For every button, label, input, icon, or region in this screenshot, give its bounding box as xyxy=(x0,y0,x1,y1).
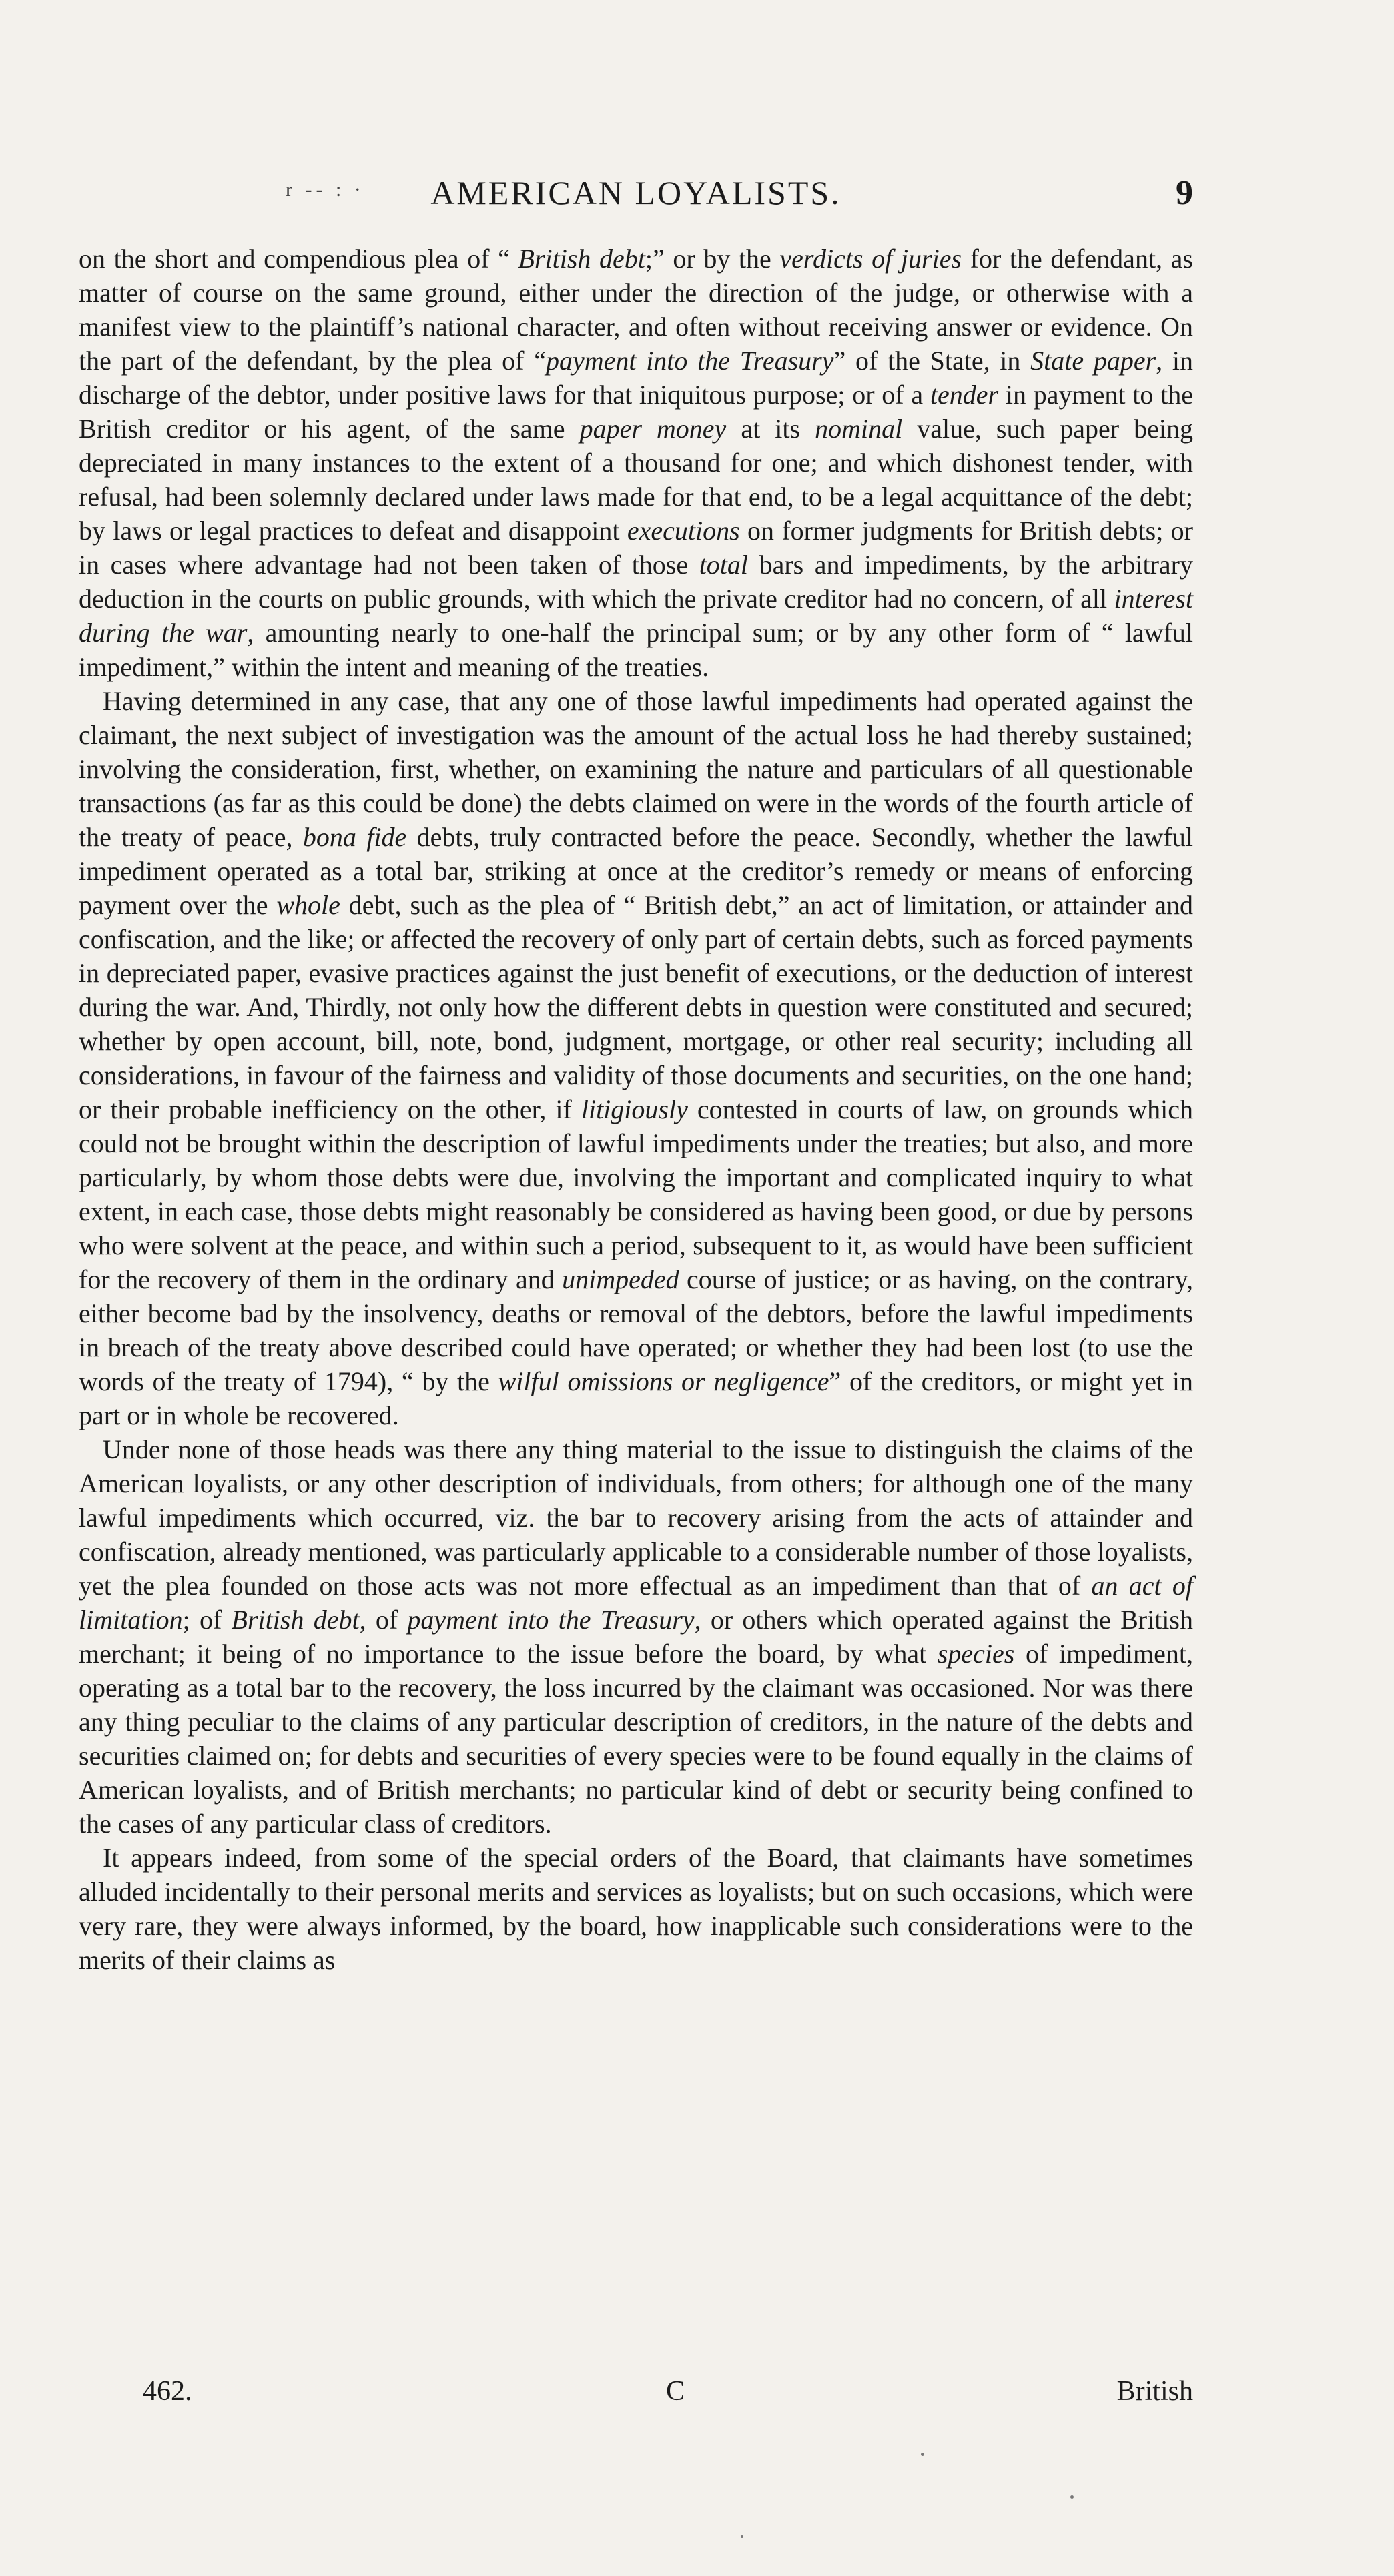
italic-run: litigiously xyxy=(581,1094,688,1124)
italic-run: interest during the war xyxy=(79,584,1193,648)
text-run: of impediment, operating as a total bar to the recovery, the loss incurred by the claimant was occasioned. Nor was there any thing peculiar to the claims of any particular description of creditors, in the nature of the debts and securities claimed on; for debts and securities of every species were to be found equally in the claims of American loyalists, and of British merchants; no particular kind of debt or security being confined to the cases of any particular class of creditors. xyxy=(79,1639,1193,1839)
text-run: Under none of those heads was there any thing material to the issue to distinguish the claims of the American loyalists, or any other description of individuals, from others; for although one of the many lawful impediments which occurred, viz. the bar to recovery arising from the acts of attainder and confiscation, already mentioned, was particularly applicable to a considerable number of those loyalists, yet the plea founded on those acts was not more effectual as an impediment than that of xyxy=(79,1434,1193,1601)
italic-run: an act of limitation xyxy=(79,1571,1193,1635)
italic-run: verdicts of juries xyxy=(779,244,962,274)
text-run: at its xyxy=(726,414,815,444)
paper-speck xyxy=(921,2453,924,2456)
italic-run: paper money xyxy=(579,414,727,444)
body-text xyxy=(79,242,1193,1977)
italic-run: bona fide xyxy=(302,822,407,852)
running-title: AMERICAN LOYALISTS. xyxy=(430,174,841,211)
paragraph xyxy=(79,242,1193,684)
catchword: British xyxy=(1116,2376,1193,2407)
paper-speck xyxy=(741,2535,743,2538)
text-run: , in discharge of the debtor, under positive laws for that iniquitous purpose; or of a xyxy=(79,346,1193,410)
text-run: value, such paper being depreciated in many instances to the extent of a thousand for one; and which dishonest tender, with refusal, had been solemnly declared under laws made for that end, to be a legal acquittance of the debt; by laws or legal practices to defeat and disappoint xyxy=(79,414,1193,546)
text-run: for the defendant, as matter of course on the same ground, either under the direction of the judge, or otherwise with a manifest view to the plaintiff’s national character, and often without receiving answer or evidence. On the part of the defendant, by the plea of “ xyxy=(79,244,1193,376)
italic-run: wilful omissions or negligence xyxy=(498,1366,829,1396)
text-run: ” of the State, in xyxy=(833,346,1031,376)
italic-run: executions xyxy=(627,516,740,546)
text-run: ; of xyxy=(182,1605,232,1635)
italic-run: nominal xyxy=(815,414,903,444)
page-number: 9 xyxy=(1176,174,1193,212)
paragraph xyxy=(79,1432,1193,1841)
italic-run: British debt xyxy=(518,244,645,274)
text-run: , of xyxy=(359,1605,408,1635)
italic-run: British debt xyxy=(231,1605,360,1635)
italic-run: tender xyxy=(930,380,999,410)
page-footer xyxy=(79,2375,1193,2413)
text-run: debts, truly contracted before the peace. Secondly, whether the lawful impediment operated as a total bar, striking at once at the creditor’s remedy or means of enforcing payment over the xyxy=(79,822,1194,920)
text-run: on the short and compendious plea of “ xyxy=(79,244,518,274)
paragraph xyxy=(79,684,1193,1432)
text-run: bars and impediments, by the arbitrary deduction in the courts on public grounds, with which the private creditor had no concern, of all xyxy=(79,550,1193,614)
text-run: debt, such as the plea of “ British debt,” an act of limitation, or attainder and confiscation, and the like; or affected the recovery of only part of certain debts, such as forced payments in depreciated paper, evasive practices against the just benefit of executions, or the deduction of interest during the war. And, Thirdly, not only how the different debts in question were constituted and secured; whether by open account, bill, note, bond, judgment, mortgage, or other real security; including all considerations, in favour of the fairness and validity of those documents and securities, on the one hand; or their probable inefficiency on the other, if xyxy=(79,890,1193,1124)
signature-mark: C xyxy=(666,2376,685,2407)
text-run: ;” or by the xyxy=(645,244,780,274)
running-header xyxy=(79,173,1193,220)
italic-run: whole xyxy=(276,890,340,920)
paper-speck xyxy=(1070,2495,1074,2499)
header-marks: r -- : · xyxy=(286,179,365,201)
text-run: It appears indeed, from some of the special orders of the Board, that claimants have sometimes alluded incidentally to their personal merits and services as loyalists; but on such occasions, which were very rare, they were always informed, by the board, how inapplicable such considerations were to the merits of their claims as xyxy=(79,1843,1193,1975)
italic-run: unimpeded xyxy=(562,1264,679,1294)
italic-run: payment into the Treasury xyxy=(407,1605,695,1635)
folio-number: 462. xyxy=(143,2376,192,2407)
text-run: contested in courts of law, on grounds which could not be brought within the description of lawful impediments under the treaties; but also, and more particularly, by whom those debts were due, involving the important and complicated inquiry to what extent, in each case, those debts might reasonably be considered as having been good, or due by persons who were solvent at the peace, and within such a period, subsequent to it, as would have been sufficient for the recovery of them in the ordinary and xyxy=(79,1094,1193,1294)
text-run: ” of the creditors, or might yet in part or in whole be recovered. xyxy=(79,1366,1193,1430)
text-run: , amounting nearly to one-half the principal sum; or by any other form of “ lawful impediment,” within the intent and meaning of the treaties. xyxy=(79,618,1194,682)
italic-run: State paper xyxy=(1030,346,1156,376)
text-run: in payment to the British creditor or his agent, of the same xyxy=(79,380,1194,444)
text-run: , or others which operated against the British merchant; it being of no importance to the issue before the board, by what xyxy=(79,1605,1193,1669)
italic-run: payment into the Treasury xyxy=(545,346,834,376)
text-run: Having determined in any case, that any one of those lawful impediments had operated against the claimant, the next subject of investigation was the amount of the actual loss he had thereby sustained; involving the consideration, first, whether, on examining the nature and particulars of all questionable transactions (as far as this could be done) the debts claimed on were in the words of the fourth article of the treaty of peace, xyxy=(79,686,1193,852)
italic-run: species xyxy=(937,1639,1015,1669)
text-run: course of justice; or as having, on the contrary, either become bad by the insolvency, deaths or removal of the debtors, before the lawful impediments in breach of the treaty above described could have operated; or whether they had been lost (to use the words of the treaty of 1794), “ by the xyxy=(79,1264,1194,1396)
text-run: on former judgments for British debts; or in cases where advantage had not been taken of those xyxy=(79,516,1194,580)
paragraph xyxy=(79,1841,1193,1977)
italic-run: total xyxy=(699,550,749,580)
